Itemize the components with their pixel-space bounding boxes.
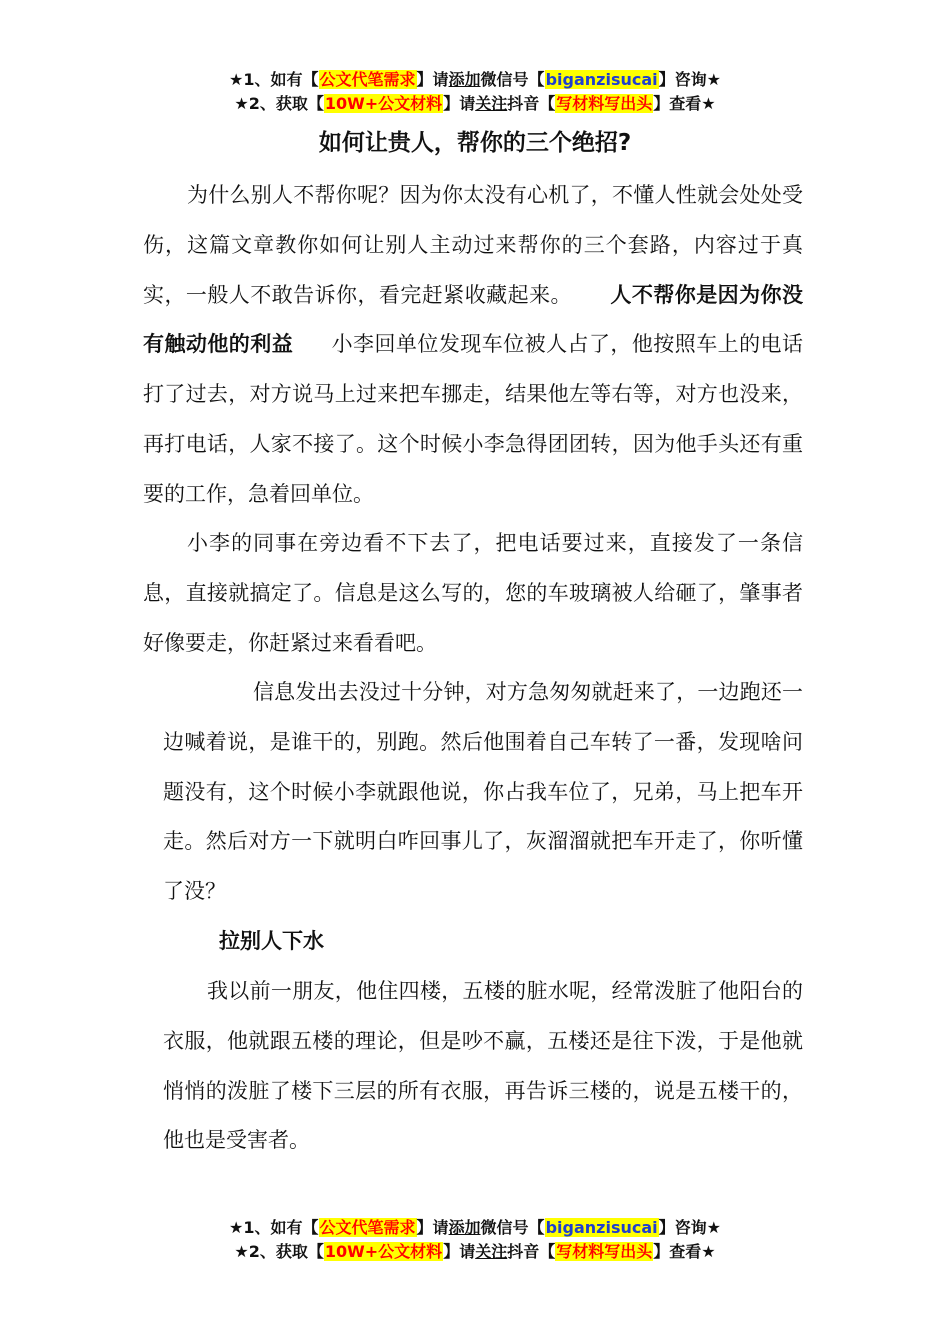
paragraph-friend: 我以前一朋友，他住四楼，五楼的脏水呢，经常泼脏了他阳台的衣服，他就跟五楼的理论，但是吵不赢，五楼还是往下泼，于是他就悄悄的泼脏了楼下三层的所有衣服，再告诉三楼的，说是五楼干的，他也是受害者。: [163, 979, 803, 1153]
top-banner: [0, 68, 950, 116]
banner-highlight: 公文代笔需求: [319, 1218, 416, 1237]
banner-text: ★1、如有【: [229, 1218, 319, 1237]
banner-text: 】请: [443, 94, 476, 113]
banner-text: 微信号【: [480, 70, 545, 89]
banner-underline: 添加: [448, 70, 481, 89]
paragraph-text: 为什么别人不帮你呢？因为你太没有心机了，不懂人性就会处处受伤，这篇文章教你如何让别人主动过来帮你的三个套路，内容过于真实，一般人不敢告诉你，看完赶紧收藏起来。: [143, 183, 803, 307]
banner-text: 】请: [416, 1218, 449, 1237]
banner-highlight: 10W+公文材料: [324, 94, 443, 113]
banner-douyin-id: 写材料写出头: [556, 1242, 653, 1261]
banner-line-1: [0, 1216, 950, 1240]
banner-text: 】咨询★: [658, 1218, 721, 1237]
banner-wechat-id: biganzisucai: [545, 70, 658, 89]
banner-text: ★2、获取【: [234, 94, 324, 113]
banner-text: 抖音【: [507, 1242, 556, 1261]
paragraph-colleague: 小李的同事在旁边看不下去了，把电话要过来，直接发了一条信息，直接就搞定了。信息是这么写的，您的车玻璃被人给砸了，肇事者好像要走，你赶紧过来看看吧。: [143, 531, 803, 655]
banner-text: 】查看★: [653, 1242, 716, 1261]
banner-line-2: [0, 1240, 950, 1264]
banner-text: 】请: [416, 70, 449, 89]
banner-text: 微信号【: [480, 1218, 545, 1237]
banner-underline: 关注: [475, 94, 508, 113]
banner-line-1: [0, 68, 950, 92]
banner-line-2: [0, 92, 950, 116]
banner-text: ★1、如有【: [229, 70, 319, 89]
paragraph-intro: [143, 171, 803, 520]
banner-highlight: 10W+公文材料: [324, 1242, 443, 1261]
banner-highlight: 公文代笔需求: [319, 70, 416, 89]
banner-text: 】查看★: [653, 94, 716, 113]
banner-text: ★2、获取【: [234, 1242, 324, 1261]
paragraph-result: 信息发出去没过十分钟，对方急匆匆就赶来了，一边跑还一边喊着说，是谁干的，别跑。然后他围着自己车转了一番，发现啥问题没有，这个时候小李就跟他说，你占我车位了，兄弟，马上把车开走。然后对方一下就明白咋回事儿了，灰溜溜就把车开走了，你听懂了没？: [163, 680, 803, 904]
bottom-banner: [0, 1216, 950, 1264]
section-heading-drag-down: 拉别人下水: [219, 929, 324, 953]
banner-wechat-id: biganzisucai: [545, 1218, 658, 1237]
banner-text: 】请: [443, 1242, 476, 1261]
banner-text: 抖音【: [507, 94, 556, 113]
banner-douyin-id: 写材料写出头: [556, 94, 653, 113]
banner-underline: 添加: [448, 1218, 481, 1237]
page-title: 如何让贵人，帮你的三个绝招?: [318, 130, 632, 156]
section-heading-interest: 人不帮你是因为你没有触动他的利益: [143, 282, 804, 357]
banner-text: 】咨询★: [658, 70, 721, 89]
banner-underline: 关注: [475, 1242, 508, 1261]
paragraph-text: 小李回单位发现车位被人占了，他按照车上的电话打了过去，对方说马上过来把车挪走，结果他左等右等，对方也没来，再打电话，人家不接了。这个时候小李急得团团转，因为他手头还有重要的工作，急着回单位。: [143, 332, 804, 506]
